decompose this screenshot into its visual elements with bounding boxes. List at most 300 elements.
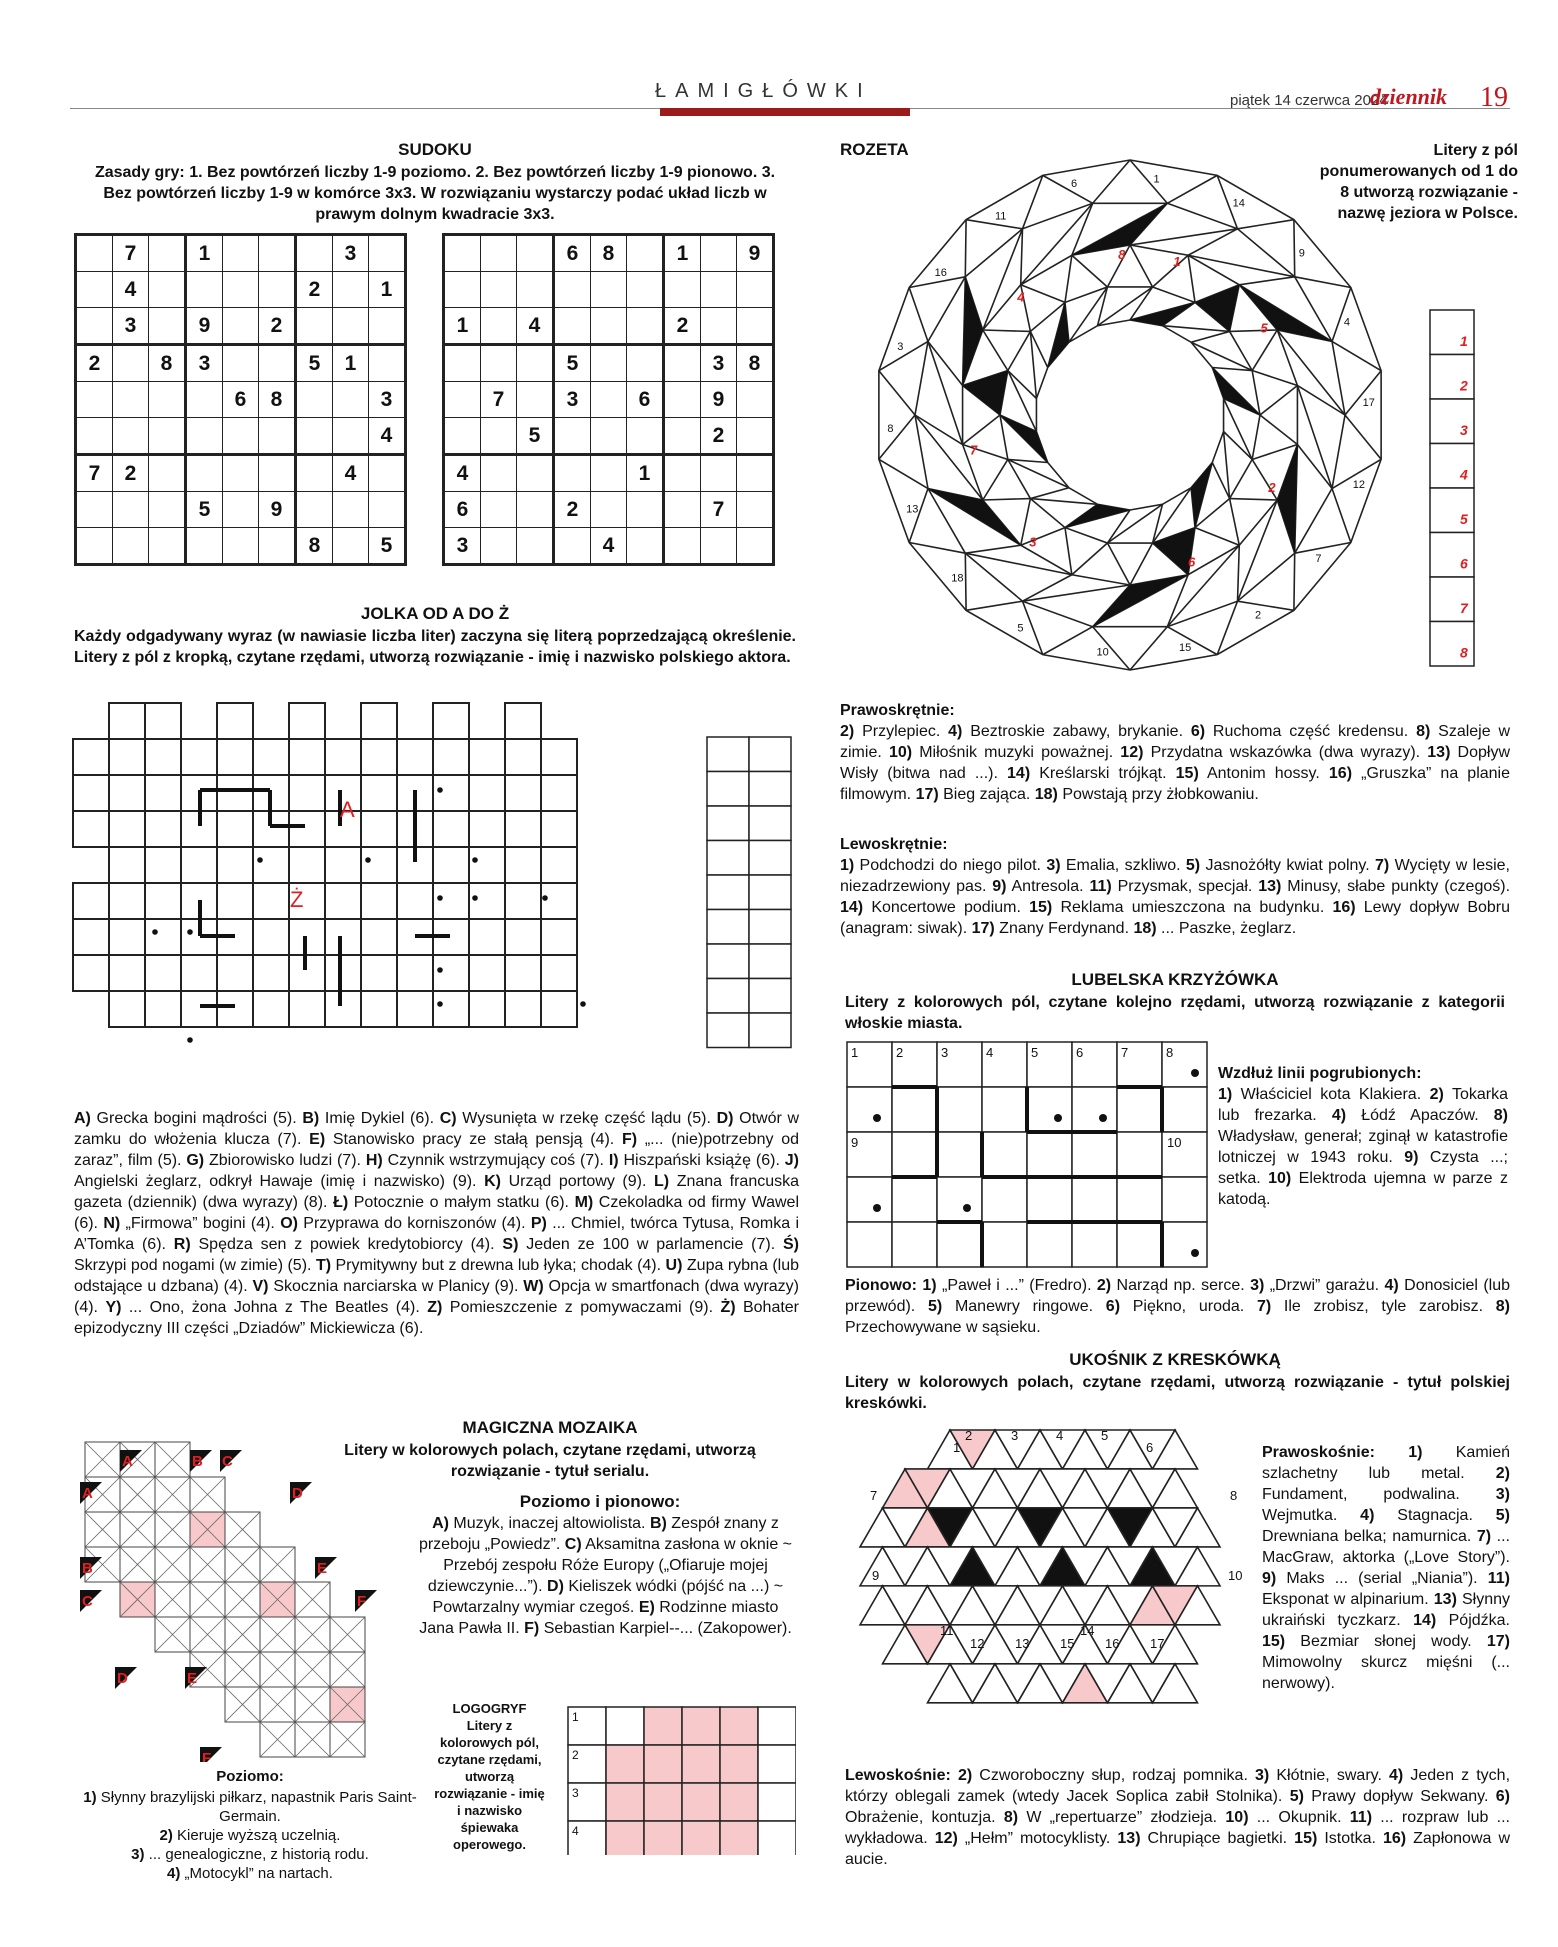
sudoku-cell[interactable] [481,235,517,272]
logogryf-cell[interactable] [682,1821,720,1855]
sudoku-cell[interactable]: 5 [369,528,406,565]
sudoku-cell[interactable] [664,528,701,565]
sudoku-cell[interactable]: 6 [627,382,664,418]
lubelska-cell[interactable] [982,1132,1027,1177]
jolka-cell[interactable] [433,739,469,775]
jolka-cell[interactable] [505,955,541,991]
sudoku-cell[interactable] [444,272,481,308]
sudoku-cell[interactable] [517,382,554,418]
lubelska-cell[interactable] [892,1222,937,1267]
sudoku-cell[interactable] [149,492,186,528]
logogryf-cell[interactable] [682,1783,720,1821]
sudoku-cell[interactable]: 2 [259,308,296,345]
sudoku-cell[interactable]: 2 [664,308,701,345]
jolka-cell[interactable] [145,847,181,883]
sudoku-cell[interactable] [186,272,223,308]
sudoku-cell[interactable] [737,492,774,528]
lubelska-cell[interactable] [892,1087,937,1132]
sudoku-cell[interactable]: 9 [259,492,296,528]
jolka-cell[interactable] [289,739,325,775]
jolka-cell[interactable] [73,775,109,811]
sudoku-cell[interactable]: 3 [333,235,369,272]
sudoku-cell[interactable] [76,382,113,418]
jolka-cell[interactable] [109,703,145,739]
sudoku-cell[interactable] [369,345,406,382]
sudoku-cell[interactable] [554,418,591,455]
sudoku-cell[interactable]: 5 [296,345,333,382]
solution-cell[interactable] [707,944,749,979]
lubelska-cell[interactable] [1162,1177,1207,1222]
sudoku-cell[interactable] [223,272,259,308]
rozeta-solution-strip[interactable] [1428,308,1478,668]
jolka-cell[interactable] [469,739,505,775]
jolka-cell[interactable] [73,919,109,955]
sudoku-cell[interactable]: 2 [554,492,591,528]
sudoku-cell[interactable] [737,272,774,308]
jolka-cell[interactable] [433,991,469,1027]
sudoku-cell[interactable] [737,308,774,345]
solution-cell[interactable] [749,772,791,807]
solution-cell[interactable] [707,772,749,807]
jolka-cell[interactable] [361,775,397,811]
sudoku-cell[interactable] [701,528,737,565]
sudoku-cell[interactable] [296,455,333,492]
sudoku-cell[interactable] [737,528,774,565]
sudoku-cell[interactable] [481,528,517,565]
sudoku-cell[interactable]: 5 [554,345,591,382]
sudoku-cell[interactable] [664,345,701,382]
lubelska-cell[interactable] [1027,1177,1072,1222]
jolka-cell[interactable] [325,955,361,991]
jolka-cell[interactable] [145,883,181,919]
sudoku-cell[interactable] [591,272,627,308]
jolka-cell[interactable] [361,919,397,955]
sudoku-cell[interactable] [627,272,664,308]
jolka-cell[interactable] [469,919,505,955]
sudoku-cell[interactable] [517,272,554,308]
sudoku-cell[interactable] [627,345,664,382]
sudoku-cell[interactable] [591,418,627,455]
sudoku-cell[interactable] [444,382,481,418]
jolka-cell[interactable] [433,811,469,847]
lubelska-cell[interactable] [1162,1087,1207,1132]
sudoku-cell[interactable]: 1 [186,235,223,272]
sudoku-cell[interactable] [737,382,774,418]
jolka-cell[interactable] [73,811,109,847]
sudoku-cell[interactable] [664,418,701,455]
sudoku-cell[interactable]: 3 [369,382,406,418]
jolka-cell[interactable] [433,883,469,919]
sudoku-cell[interactable] [113,345,149,382]
lubelska-cell[interactable] [847,1177,892,1222]
sudoku-cell[interactable]: 7 [701,492,737,528]
lubelska-cell[interactable] [982,1177,1027,1222]
sudoku-cell[interactable] [444,345,481,382]
sudoku-cell[interactable] [149,272,186,308]
sudoku-cell[interactable]: 1 [369,272,406,308]
jolka-cell[interactable] [541,919,577,955]
jolka-cell[interactable] [253,847,289,883]
sudoku-cell[interactable]: 6 [554,235,591,272]
logogryf-cell[interactable] [682,1745,720,1783]
jolka-cell[interactable] [433,955,469,991]
jolka-cell[interactable] [145,739,181,775]
sudoku-cell[interactable] [554,308,591,345]
jolka-cell[interactable] [181,847,217,883]
sudoku-cell[interactable] [223,455,259,492]
sudoku-cell[interactable]: 9 [186,308,223,345]
sudoku-cell[interactable] [296,492,333,528]
sudoku-cell[interactable] [186,382,223,418]
jolka-cell[interactable] [145,919,181,955]
jolka-cell[interactable] [109,847,145,883]
sudoku-cell[interactable]: 4 [517,308,554,345]
sudoku-cell[interactable]: 8 [296,528,333,565]
sudoku-cell[interactable]: 7 [113,235,149,272]
sudoku-cell[interactable] [149,418,186,455]
jolka-cell[interactable] [217,847,253,883]
jolka-cell[interactable] [397,955,433,991]
jolka-cell[interactable] [217,811,253,847]
logogryf-cell[interactable] [682,1707,720,1745]
jolka-cell[interactable] [325,739,361,775]
sudoku-cell[interactable] [481,455,517,492]
sudoku-cell[interactable] [223,418,259,455]
jolka-cell[interactable] [469,883,505,919]
jolka-cell[interactable] [469,991,505,1027]
sudoku-cell[interactable] [333,272,369,308]
jolka-cell[interactable] [217,955,253,991]
sudoku-cell[interactable]: 6 [223,382,259,418]
lubelska-cell[interactable] [1117,1222,1162,1267]
sudoku-cell[interactable] [223,235,259,272]
jolka-cell[interactable] [397,739,433,775]
jolka-cell[interactable] [505,883,541,919]
sudoku-cell[interactable] [481,345,517,382]
sudoku-cell[interactable] [664,382,701,418]
solution-cell[interactable] [749,806,791,841]
sudoku-cell[interactable]: 8 [259,382,296,418]
sudoku-cell[interactable] [113,382,149,418]
sudoku-cell[interactable] [701,455,737,492]
lubelska-cell[interactable] [892,1177,937,1222]
sudoku-cell[interactable] [591,382,627,418]
logogryf-cell[interactable] [758,1783,796,1821]
sudoku-cell[interactable] [259,528,296,565]
sudoku-cell[interactable] [664,455,701,492]
jolka-cell[interactable] [289,811,325,847]
sudoku-cell[interactable]: 9 [737,235,774,272]
sudoku-cell[interactable] [76,492,113,528]
sudoku-cell[interactable]: 4 [369,418,406,455]
sudoku-cell[interactable]: 2 [701,418,737,455]
lubelska-cell[interactable] [1072,1087,1117,1132]
lubelska-cell[interactable] [1027,1132,1072,1177]
solution-cell[interactable] [749,841,791,876]
sudoku-cell[interactable] [149,235,186,272]
sudoku-cell[interactable]: 4 [333,455,369,492]
jolka-cell[interactable] [289,775,325,811]
sudoku-cell[interactable] [517,235,554,272]
sudoku-cell[interactable]: 7 [481,382,517,418]
sudoku-cell[interactable] [296,235,333,272]
jolka-cell[interactable] [73,955,109,991]
jolka-cell[interactable] [505,847,541,883]
sudoku-cell[interactable] [737,418,774,455]
sudoku-cell[interactable] [333,382,369,418]
logogryf-cell[interactable] [606,1745,644,1783]
jolka-cell[interactable] [181,739,217,775]
rozeta-figure[interactable] [855,145,1405,695]
jolka-cell[interactable] [217,739,253,775]
lubelska-cell[interactable] [847,1087,892,1132]
sudoku-cell[interactable] [259,272,296,308]
jolka-cell[interactable] [145,703,181,739]
jolka-cell[interactable] [469,955,505,991]
jolka-cell[interactable] [469,847,505,883]
sudoku-cell[interactable] [76,528,113,565]
logogryf-cell[interactable] [644,1821,682,1855]
sudoku-cell[interactable] [481,418,517,455]
lubelska-cell[interactable] [847,1222,892,1267]
jolka-cell[interactable] [253,955,289,991]
lubelska-cell[interactable] [937,1222,982,1267]
jolka-cell[interactable] [181,991,217,1027]
sudoku-cell[interactable]: 8 [149,345,186,382]
jolka-cell[interactable] [145,991,181,1027]
solution-cell[interactable] [707,737,749,772]
jolka-cell[interactable] [217,883,253,919]
jolka-cell[interactable] [325,991,361,1027]
jolka-cell[interactable] [217,991,253,1027]
solution-cell[interactable] [749,737,791,772]
sudoku-cell[interactable] [664,272,701,308]
lubelska-cell[interactable] [1072,1177,1117,1222]
sudoku-cell[interactable]: 4 [591,528,627,565]
logogryf-cell[interactable] [644,1783,682,1821]
sudoku-cell[interactable] [186,528,223,565]
lubelska-cell[interactable] [1072,1132,1117,1177]
jolka-cell[interactable] [505,739,541,775]
sudoku-cell[interactable] [223,308,259,345]
sudoku-cell[interactable] [517,345,554,382]
sudoku-cell[interactable]: 1 [627,455,664,492]
sudoku-cell[interactable]: 2 [113,455,149,492]
jolka-cell[interactable] [289,847,325,883]
sudoku-cell[interactable] [296,418,333,455]
sudoku-cell[interactable] [333,492,369,528]
solution-cell[interactable] [749,875,791,910]
logogryf-grid[interactable] [566,1705,796,1855]
jolka-cell[interactable] [361,847,397,883]
jolka-cell[interactable] [541,847,577,883]
sudoku-cell[interactable]: 2 [76,345,113,382]
lubelska-grid[interactable] [845,1040,1210,1280]
logogryf-cell[interactable] [720,1707,758,1745]
solution-cell[interactable] [707,910,749,945]
jolka-cell[interactable] [361,703,397,739]
lubelska-cell[interactable] [982,1087,1027,1132]
sudoku-cell[interactable] [149,455,186,492]
jolka-cell[interactable] [217,775,253,811]
lubelska-cell[interactable] [1117,1177,1162,1222]
jolka-cell[interactable] [73,883,109,919]
sudoku-cell[interactable] [627,418,664,455]
sudoku-cell[interactable] [591,308,627,345]
sudoku-cell[interactable] [369,308,406,345]
sudoku-cell[interactable] [223,528,259,565]
jolka-cell[interactable] [109,775,145,811]
lubelska-cell[interactable] [937,1132,982,1177]
jolka-cell[interactable] [361,955,397,991]
solution-cell[interactable] [707,875,749,910]
sudoku-cell[interactable] [627,235,664,272]
sudoku-cell[interactable] [223,492,259,528]
jolka-cell[interactable] [289,703,325,739]
sudoku-cell[interactable]: 7 [76,455,113,492]
jolka-cell[interactable] [325,919,361,955]
lubelska-cell[interactable] [1027,1222,1072,1267]
jolka-cell[interactable] [433,847,469,883]
sudoku-cell[interactable] [259,235,296,272]
jolka-cell[interactable] [109,919,145,955]
lubelska-cell[interactable] [1117,1132,1162,1177]
sudoku-cell[interactable]: 1 [333,345,369,382]
sudoku-cell[interactable] [481,272,517,308]
jolka-cell[interactable] [361,811,397,847]
sudoku-cell[interactable]: 8 [737,345,774,382]
sudoku-cell[interactable]: 3 [554,382,591,418]
jolka-cell[interactable] [541,811,577,847]
jolka-solution-strip[interactable] [705,735,795,1050]
sudoku-cell[interactable] [149,528,186,565]
jolka-cell[interactable] [397,991,433,1027]
sudoku-cell[interactable]: 8 [591,235,627,272]
sudoku-cell[interactable]: 1 [444,308,481,345]
logogryf-cell[interactable] [720,1821,758,1855]
sudoku-cell[interactable]: 3 [186,345,223,382]
jolka-cell[interactable] [541,883,577,919]
jolka-cell[interactable] [505,919,541,955]
solution-cell[interactable] [749,1013,791,1048]
sudoku-cell[interactable] [517,528,554,565]
lubelska-cell[interactable] [1117,1087,1162,1132]
jolka-cell[interactable] [541,955,577,991]
sudoku-cell[interactable] [149,382,186,418]
solution-cell[interactable] [749,944,791,979]
sudoku-cell[interactable] [591,492,627,528]
sudoku-cell[interactable] [701,308,737,345]
sudoku-cell[interactable]: 4 [113,272,149,308]
logogryf-cell[interactable] [644,1745,682,1783]
sudoku-cell[interactable] [664,492,701,528]
sudoku-cell[interactable] [369,492,406,528]
jolka-cell[interactable] [109,811,145,847]
jolka-cell[interactable] [433,703,469,739]
jolka-cell[interactable] [73,739,109,775]
jolka-cell[interactable] [217,703,253,739]
jolka-cell[interactable] [541,739,577,775]
logogryf-cell[interactable] [758,1821,796,1855]
jolka-grid[interactable] [70,700,660,1100]
lubelska-cell[interactable] [892,1132,937,1177]
jolka-cell[interactable] [541,775,577,811]
solution-cell[interactable] [707,841,749,876]
sudoku-cell[interactable]: 1 [664,235,701,272]
solution-cell[interactable] [749,979,791,1014]
jolka-cell[interactable] [145,955,181,991]
sudoku-cell[interactable] [259,345,296,382]
jolka-cell[interactable] [505,991,541,1027]
sudoku-cell[interactable] [591,455,627,492]
sudoku-cell[interactable]: 4 [444,455,481,492]
jolka-cell[interactable] [109,883,145,919]
jolka-cell[interactable] [541,991,577,1027]
sudoku-cell[interactable] [627,528,664,565]
sudoku-cell[interactable] [259,455,296,492]
sudoku-cell[interactable] [76,308,113,345]
jolka-cell[interactable] [361,739,397,775]
sudoku-cell[interactable]: 5 [517,418,554,455]
jolka-cell[interactable] [433,775,469,811]
sudoku-cell[interactable]: 3 [444,528,481,565]
sudoku-cell[interactable]: 3 [113,308,149,345]
logogryf-cell[interactable] [606,1707,644,1745]
jolka-cell[interactable] [397,883,433,919]
logogryf-cell[interactable] [644,1707,682,1745]
jolka-cell[interactable] [361,991,397,1027]
jolka-cell[interactable] [109,955,145,991]
logogryf-cell[interactable] [758,1707,796,1745]
sudoku-cell[interactable] [369,235,406,272]
sudoku-cell[interactable] [76,272,113,308]
jolka-cell[interactable] [325,883,361,919]
lubelska-cell[interactable] [1162,1222,1207,1267]
sudoku-cell[interactable] [259,418,296,455]
sudoku-cell[interactable] [186,418,223,455]
logogryf-cell[interactable] [606,1821,644,1855]
sudoku-cell[interactable] [554,272,591,308]
jolka-cell[interactable] [253,991,289,1027]
sudoku-cell[interactable] [737,455,774,492]
sudoku-cell[interactable] [591,345,627,382]
sudoku-cell[interactable] [149,308,186,345]
jolka-cell[interactable] [181,955,217,991]
jolka-cell[interactable] [505,703,541,739]
sudoku-cell[interactable] [113,528,149,565]
jolka-cell[interactable] [325,847,361,883]
sudoku-cell[interactable] [517,455,554,492]
sudoku-cell[interactable] [113,492,149,528]
sudoku-cell[interactable] [296,382,333,418]
jolka-cell[interactable] [469,775,505,811]
sudoku-cell[interactable] [296,308,333,345]
jolka-cell[interactable] [109,739,145,775]
jolka-cell[interactable] [253,739,289,775]
solution-cell[interactable] [749,910,791,945]
lubelska-cell[interactable] [1027,1087,1072,1132]
logogryf-cell[interactable] [758,1745,796,1783]
sudoku-cell[interactable]: 6 [444,492,481,528]
sudoku-cell[interactable] [554,455,591,492]
sudoku-cell[interactable] [113,418,149,455]
solution-cell[interactable] [707,806,749,841]
sudoku-cell[interactable] [223,345,259,382]
sudoku-cell[interactable] [444,418,481,455]
logogryf-cell[interactable] [720,1783,758,1821]
lubelska-cell[interactable] [1072,1222,1117,1267]
sudoku-cell[interactable] [76,235,113,272]
